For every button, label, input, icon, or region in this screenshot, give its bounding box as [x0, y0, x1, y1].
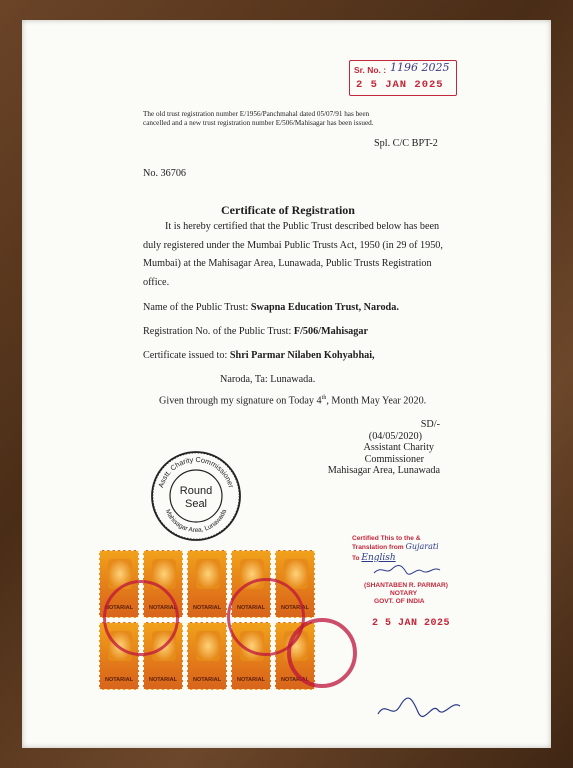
notary-bottom-signature [374, 692, 464, 726]
issued-to-value: Shri Parmar Nilaben Kohyabhai, [229, 350, 375, 361]
registration-row [143, 326, 368, 337]
given-sup: th [321, 395, 327, 401]
notarial-stamp: NOTARIAL [231, 550, 271, 618]
notary-line-2: Translation from [352, 544, 404, 551]
seal-top-arc: Asstt. Charity Commissioner [156, 454, 236, 489]
notarial-stamp: NOTARIAL [99, 550, 139, 618]
notary-govt: GOVT. OF INDIA [374, 598, 425, 605]
notary-certification [352, 535, 462, 628]
registration-note [143, 110, 443, 128]
trust-name-row [143, 302, 399, 313]
notary-line-3: To [352, 555, 360, 562]
notary-title: NOTARY [390, 590, 418, 597]
notarial-stamp: NOTARIAL [231, 622, 271, 690]
signature-sd: SD/- [420, 419, 440, 430]
body-line-4: office. [143, 276, 170, 288]
notary-line-3-hand: English [361, 553, 396, 563]
red-notary-seal [287, 618, 357, 688]
notarial-stamp: NOTARIAL [275, 622, 315, 690]
notary-signature [372, 563, 442, 577]
spl-reference: Spl. C/C BPT-2 [374, 138, 438, 149]
serial-number-stamp [349, 60, 457, 96]
notary-date: 2 5 JAN 2025 [372, 618, 451, 629]
signature-date: (04/05/2020) [368, 430, 422, 442]
notarial-stamps [97, 548, 319, 696]
signature-place: Mahisagar Area, Lunawada [327, 465, 440, 476]
notary-line-2-hand: Gujarati [405, 542, 439, 551]
notarial-stamp: NOTARIAL [143, 550, 183, 618]
note-line-1: The old trust registration number E/1956/Panchmahal dated 05/07/91 has been [143, 110, 370, 118]
notarial-stamp: NOTARIAL [99, 622, 139, 690]
page-title: Certificate of Registration [221, 203, 355, 217]
note-line-2: cancelled and a new trust registration number E/506/Mahisagar has been issued. [143, 119, 374, 127]
signature-role-2: Commissioner [364, 453, 424, 465]
signature-role-1: Assistant Charity [363, 442, 434, 453]
body-line-1: It is hereby certified that the Public Trust described below has been [165, 221, 440, 232]
serial-label: Sr. No. : [354, 65, 387, 75]
notarial-stamp: NOTARIAL [143, 622, 183, 690]
registration-label: Registration No. of the Public Trust: [143, 326, 292, 337]
notarial-stamp: NOTARIAL [187, 622, 227, 690]
body-line-2: duly registered under the Mumbai Public Trusts Act, 1950 (in 29 of 1950, [143, 239, 443, 251]
issued-to-row [143, 350, 375, 361]
signature-block [320, 419, 440, 477]
notary-line-1: Certified This to the & [352, 535, 421, 542]
given-post: , Month May Year 2020. [326, 395, 427, 407]
red-notary-seal [103, 580, 179, 656]
issued-to-label: Certificate issued to: [143, 350, 228, 361]
seal-bottom-arc: Mahisagar Area, Lunawada [163, 508, 229, 535]
notarial-stamp: NOTARIAL [275, 550, 315, 618]
notary-name: (SHANTABEN R. PARMAR) [364, 582, 449, 589]
seal-center-1: Round [179, 485, 213, 497]
certificate-paper [22, 20, 551, 748]
address: Naroda, Ta: Lunawada. [220, 374, 316, 385]
trust-name-value: Swapna Education Trust, Naroda. [250, 302, 399, 313]
serial-date: 2 5 JAN 2025 [356, 79, 444, 91]
registration-value: F/506/Mahisagar [293, 326, 368, 337]
given-line [159, 395, 426, 406]
notarial-stamp: NOTARIAL [187, 550, 227, 618]
svg-text:Mahisagar Area, Lunawada [164, 508, 229, 534]
serial-handwritten: 1196 2025 [390, 61, 450, 74]
certificate-number: No. 36706 [143, 168, 187, 179]
seal-center-2: Seal [184, 498, 208, 510]
body-line-3: Mumbai) at the Mahisagar Area, Lunawada, Public Trusts Registration [143, 258, 432, 269]
given-pre: Given through my signature on Today 4 [159, 395, 322, 407]
round-seal [150, 450, 242, 542]
trust-name-label: Name of the Public Trust: [143, 302, 249, 313]
certificate-body [143, 218, 453, 292]
